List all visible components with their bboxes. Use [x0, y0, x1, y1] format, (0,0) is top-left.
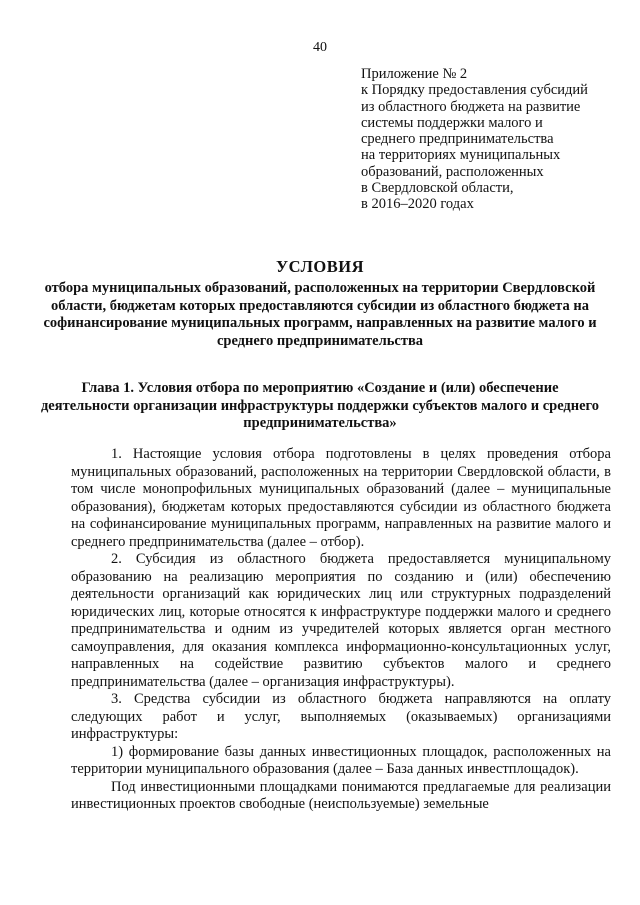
appendix-line: среднего предпринимательства — [361, 131, 554, 148]
document-subtitle: отбора муниципальных образований, расположенных на территории Свердловской области, бюджетам которых предоставляются субсидии из областного бюджета на софинансирование муниципальных программ, направленных на развитие малого и среднего предпринимательства — [43, 280, 597, 349]
appendix-line: Приложение № 2 — [361, 66, 468, 82]
paragraph-3: 3. Средства субсидии из областного бюджета направляются на оплату следующих работ и услуг, выполняемых (оказываемых) организациями инфраструктуры: — [71, 691, 611, 742]
paragraph-2: 2. Субсидия из областного бюджета предоставляется муниципальному образованию на реализацию мероприятия по созданию и (или) обеспечению деятельности организаций как юридических лиц или структурных подразделений юридических лиц, которые относятся к инфраструктуре поддержки малого и среднего предпринимательства и одним из учредителей которых является орган местного самоуправления, для оказания комплекса информационно-консультационных услуг, направленных на содействие развитию субъектов малого и среднего предпринимательства (далее – организация инфраструктуры). — [71, 551, 611, 690]
chapter-title: Глава 1. Условия отбора по мероприятию «Создание и (или) обеспечение деятельности организации инфраструктуры поддержки субъектов малого и среднего предпринимательства» — [40, 380, 600, 431]
document-title: УСЛОВИЯ — [276, 257, 364, 276]
appendix-line: системы поддержки малого и — [361, 114, 543, 131]
paragraph-5: Под инвестиционными площадками понимаются предлагаемые для реализации инвестиционных проектов свободные (неиспользуемые) земельные — [71, 778, 611, 812]
paragraph-1: 1. Настоящие условия отбора подготовлены в целях проведения отбора муниципальных образований, расположенных на территории Свердловской области, в том числе монопрофильных муниципальных образований (далее – муниципальные образования), бюджетам которых предоставляются субсидии из областного бюджета на софинансирование муниципальных программ, направленных на развитие малого и среднего предпринимательства (далее – отбор). — [71, 446, 611, 550]
appendix-line: к Порядку предоставления субсидий — [361, 82, 588, 99]
appendix-line: в Свердловской области, — [361, 180, 514, 197]
paragraph-4: 1) формирование базы данных инвестиционных площадок, расположенных на территории муниципального образования (далее – База данных инвестплощадок). — [71, 743, 611, 777]
document-body — [71, 446, 611, 814]
appendix-line: из областного бюджета на развитие — [361, 98, 581, 115]
appendix-line: на территориях муниципальных — [361, 147, 561, 164]
page-number: 40 — [313, 40, 327, 55]
appendix-line: образований, расположенных — [361, 163, 544, 180]
appendix-header — [361, 66, 631, 213]
appendix-line: в 2016–2020 годах — [361, 196, 474, 213]
